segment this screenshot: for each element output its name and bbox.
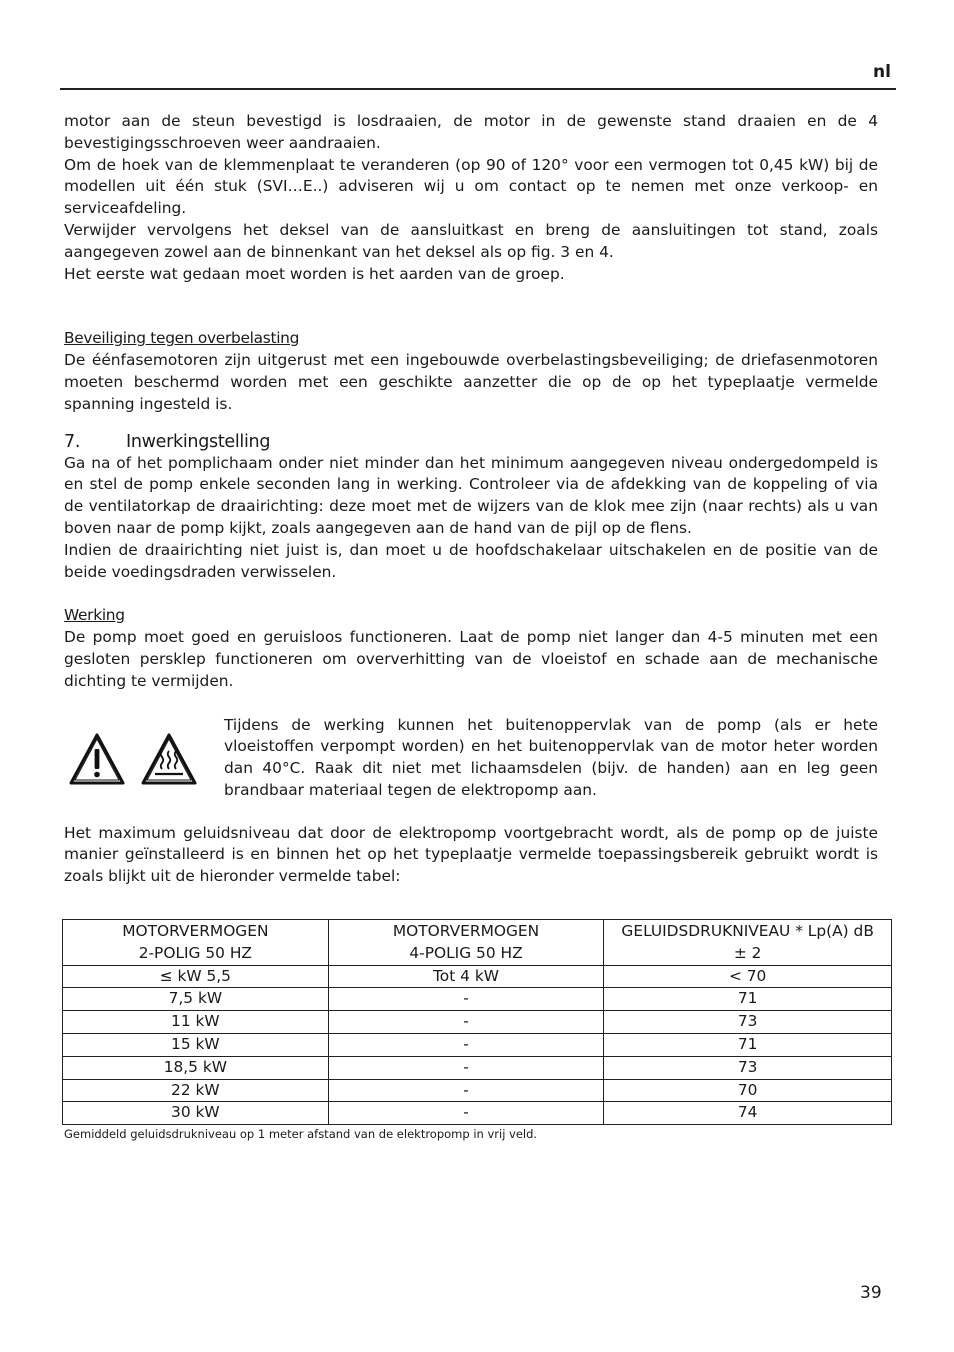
table-cell: - [328,1079,604,1102]
table-cell: Tot 4 kW [328,965,604,988]
noise-intro: Het maximum geluidsniveau dat door de elektropomp voortgebracht wordt, als de pomp op de juiste manier geïnstalleerd is en binnen het op het typeplaatje vermelde toepassingsbereik gebruikt wordt is zoals blijkt uit de hieronder vermelde tabel: [64,823,878,886]
table-row [63,1011,892,1034]
spacer [64,416,878,431]
noise-table [62,919,892,1125]
table-header-row [63,920,892,966]
warning-text: Tijdens de werking kunnen het buitenoppervlak van de pomp (als er hete vloeistoffen verpompt worden) en het buitenoppervlak van de motor heter worden dan 40°C. Raak dit niet met lichaamsdelen (bijv. de handen) aan en leg geen brandbaar materiaal tegen de elektropomp aan. [224,715,878,799]
table-cell: 71 [604,1033,892,1056]
overload-heading: Beveiliging tegen overbelasting [64,329,300,348]
spacer [64,693,878,715]
table-cell: 73 [604,1056,892,1079]
table-cell: - [328,1056,604,1079]
spacer [64,801,878,823]
operation-text: De pomp moet goed en geruisloos functioneren. Laat de pomp niet langer dan 4-5 minuten met een gesloten persklep functioneren om oververhitting van de vloeistof en schade aan de mechanische dichting te vermijden. [64,628,878,690]
hot-surface-icon [143,735,195,783]
table-row [63,965,892,988]
table-cell: 30 kW [63,1102,329,1125]
operation-heading: Werking [64,606,125,625]
table-cell: 22 kW [63,1079,329,1102]
table-cell: 11 kW [63,1011,329,1034]
spacer [64,583,878,605]
table-cell: 73 [604,1011,892,1034]
page-number: 39 [860,1283,882,1303]
table-cell: - [328,1033,604,1056]
warning-block [64,715,878,801]
section-number: 7. [64,431,81,452]
header-cell: MOTORVERMOGEN 2-POLIG 50 HZ [63,920,329,966]
table-cell: 70 [604,1079,892,1102]
table-row [63,1102,892,1125]
table-row [63,1079,892,1102]
table-row [63,1056,892,1079]
table-cell: - [328,1102,604,1125]
table-cell: 71 [604,988,892,1011]
header-cell: GELUIDSDRUKNIVEAU * Lp(A) dB ± 2 [604,920,892,966]
table-cell: 7,5 kW [63,988,329,1011]
table-row [63,988,892,1011]
section-title: Inwerkingstelling [126,431,271,452]
table-cell: 74 [604,1102,892,1125]
header-rule [60,88,896,90]
overload-text: De éénfasemotoren zijn uitgerust met een ingebouwde overbelastingsbeveiliging; de driefasenmotoren moeten beschermd worden met een geschikte aanzetter die op de op het typeplaatje vermelde spanning ingesteld is. [64,351,878,413]
section-7-heading [64,431,878,453]
table-cell: - [328,988,604,1011]
table-cell: 18,5 kW [63,1056,329,1079]
table-cell: 15 kW [63,1033,329,1056]
table-cell: < 70 [604,965,892,988]
warning-icons [69,731,199,789]
table-cell: ≤ kW 5,5 [63,965,329,988]
intro-paragraph-3: Verwijder vervolgens het deksel van de aansluitkast en breng de aansluitingen tot stand, zoals aangegeven zowel aan de binnenkant van het deksel als op fig. 3 en 4. [64,220,878,261]
intro-paragraph-2: Om de hoek van de klemmenplaat te veranderen (op 90 of 120° voor een vermogen tot 0,45 kW) bij de modellen uit één stuk (SVI…E..) adviseren wij u om contact op te nemen met onze verkoop- en serviceafdeling. [64,155,878,218]
section-7-paragraph-2: Indien de draairichting niet juist is, dan moet u de hoofdschakelaar uitschakelen en de positie van de beide voedingsdraden verwisselen. [64,540,878,581]
page-content [64,111,878,888]
language-code: nl [873,62,891,82]
section-7-paragraph-1: Ga na of het pomplichaam onder niet minder dan het minimum aangegeven niveau ondergedompeld is en stel de pomp enkele seconden lang in werking. Controleer via de afdekking van de koppeling of via de ventilatorkap de draairichting: deze moet met de wijzers van de klok mee zijn (naar rechts) als u van boven naar de pomp kijkt, zoals aangegeven aan de hand van de pijl op de flens. [64,453,878,537]
table-footnote: Gemiddeld geluidsdrukniveau op 1 meter afstand van de elektropomp in vrij veld. [64,1127,538,1141]
warning-triangle-icon [71,735,123,783]
table-row [63,1033,892,1056]
intro-paragraph-1: motor aan de steun bevestigd is losdraaien, de motor in de gewenste stand draaien en de 4 bevestigingsschroeven weer aandraaien. [64,112,878,152]
table-cell: - [328,1011,604,1034]
header-cell: MOTORVERMOGEN 4-POLIG 50 HZ [328,920,604,966]
intro-paragraph-4: Het eerste wat gedaan moet worden is het aarden van de groep. [64,264,565,283]
spacer [64,285,878,328]
